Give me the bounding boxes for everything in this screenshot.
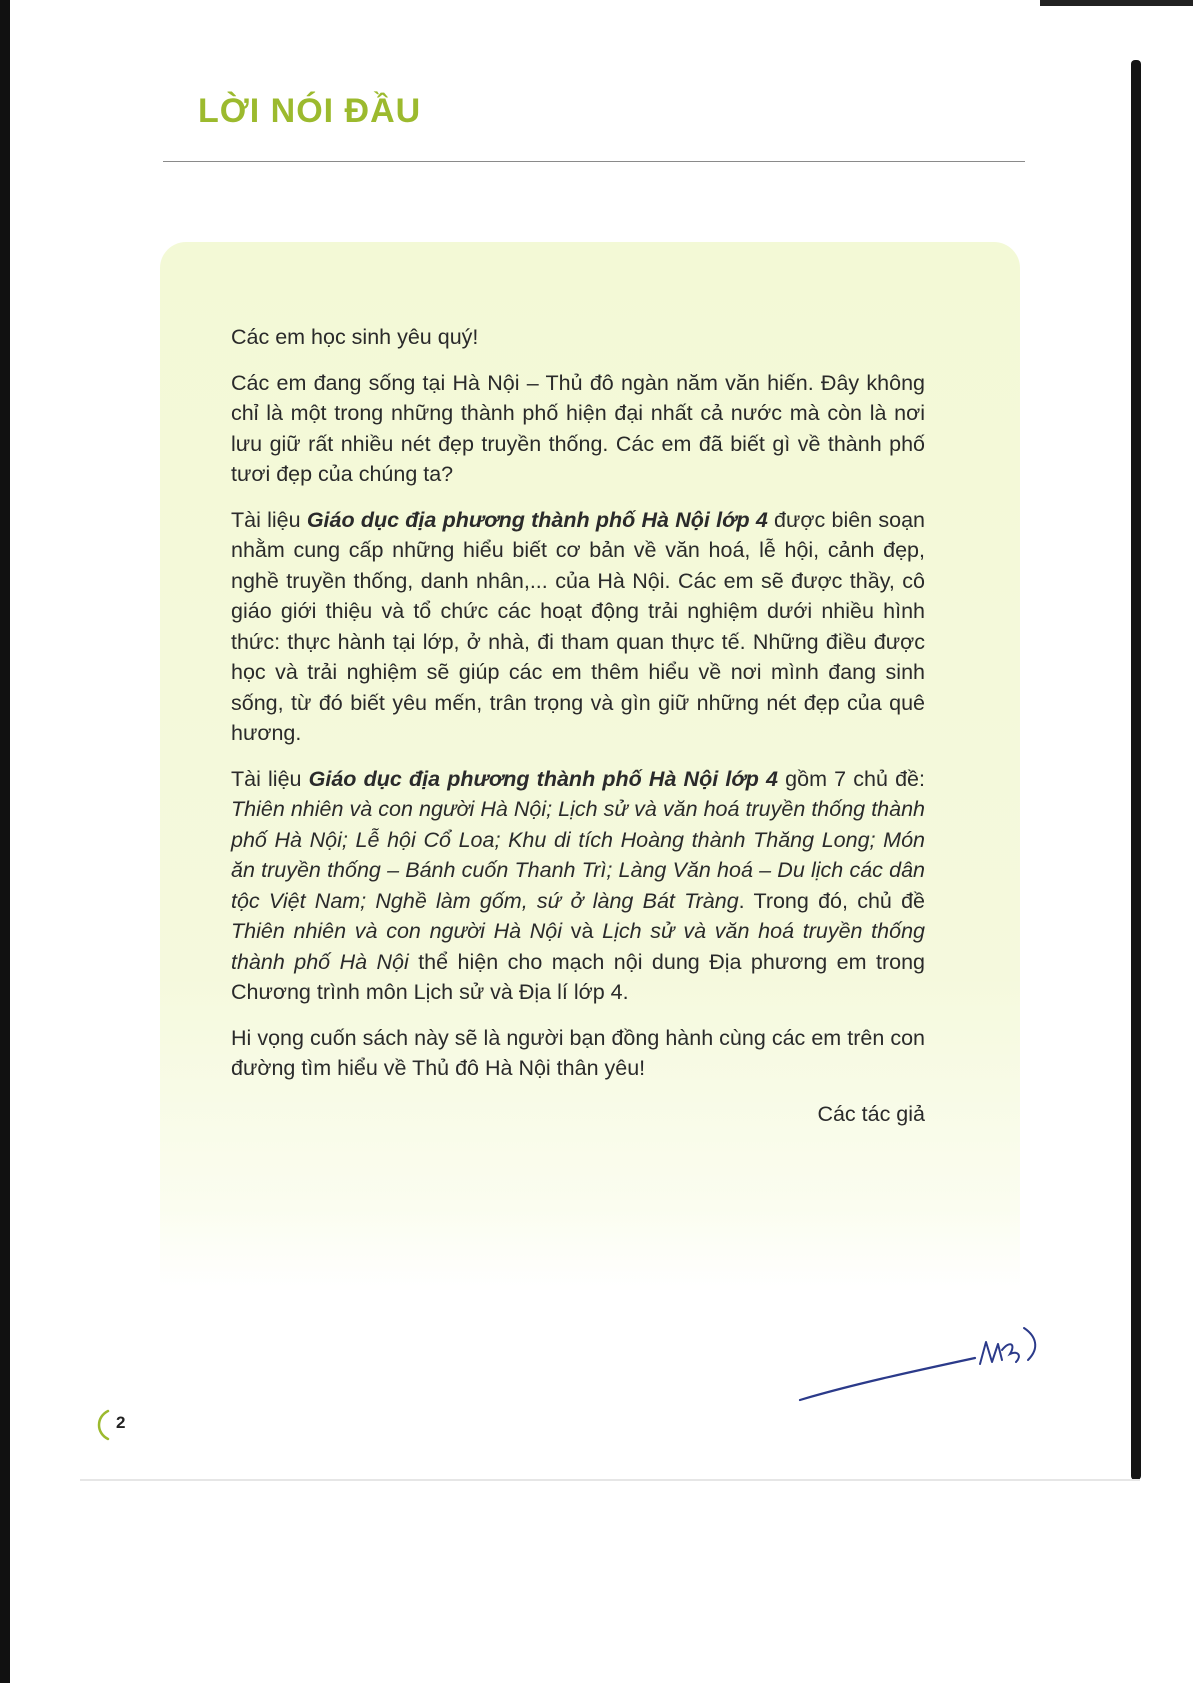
text-run: Tài liệu [231,507,307,532]
topic-name: Lịch sử và văn hoá truyền thống thành phố Hà Nội [231,919,925,974]
text-run: gồm 7 chủ đề: [778,766,925,791]
paragraph-topics [231,764,925,1008]
scan-edge-left [0,0,10,1683]
book-title: Giáo dục địa phương thành phố Hà Nội lớp 4 [308,766,779,791]
page-bottom-edge [80,1479,1140,1481]
paragraph-wish: Hi vọng cuốn sách này sẽ là người bạn đồng hành cùng các em trên con đường tìm hiểu về Thủ đô Hà Nội thân yêu! [231,1025,925,1080]
scan-edge-right [1131,60,1141,1480]
scan-edge-top [1040,0,1193,6]
page-title: LỜI NÓI ĐẦU [198,92,422,130]
paragraph-intro: Các em đang sống tại Hà Nội – Thủ đô ngàn năm văn hiến. Đây không chỉ là một trong những thành phố hiện đại nhất cả nước mà còn là nơi lưu giữ rất nhiều nét đẹp truyền thống. Các em đã biết gì về thành phố tươi đẹp của chúng ta? [231,370,925,486]
paragraph-purpose [231,505,925,749]
preface-letter [231,322,925,1144]
topic-list: Thiên nhiên và con người Hà Nội; Lịch sử và văn hoá truyền thống thành phố Hà Nội; Lễ hội Cổ Loa; Khu di tích Hoàng thành Thăng Long; Món ăn truyền thống – Bánh cuốn Thanh Trì; Làng Văn hoá – Du lịch các dân tộc Việt Nam; Nghề làm gốm, sứ ở làng Bát Tràng [231,797,925,913]
page-number [92,1405,136,1445]
text-run: thể hiện cho mạch nội dung Địa phương em trong Chương trình môn Lịch sử và Địa lí lớp 4. [231,949,925,1004]
page-number-value: 2 [116,1413,126,1432]
greeting: Các em học sinh yêu quý! [231,325,479,349]
topic-name: Thiên nhiên và con người Hà Nội [231,919,563,943]
page-number-arc-icon [92,1405,136,1445]
text-run: được biên soạn nhằm cung cấp những hiểu biết cơ bản về văn hoá, lễ hội, cảnh đẹp, nghề truyền thống, danh nhân,... của Hà Nội. Các em sẽ được thầy, cô giáo giới thiệu và tổ chức các hoạt động trải nghiệm dưới nhiều hình thức: thực hành tại lớp, ở nhà, đi tham quan thực tế. Những điều được học và trải nghiệm sẽ giúp các em thêm hiểu về nơi mình đang sinh sống, từ đó biết yêu mến, trân trọng và gìn giữ những nét đẹp của quê hương. [231,507,925,745]
book-title: Giáo dục địa phương thành phố Hà Nội lớp 4 [306,507,768,532]
text-run: Tài liệu [231,766,309,791]
text-run: và [562,919,603,943]
signature-mark [790,1280,1070,1425]
title-divider [163,161,1025,162]
text-run: . Trong đó, chủ đề [738,888,925,913]
closing-signoff: Các tác giả [817,1101,925,1126]
handwritten-signature-icon [790,1280,1070,1420]
